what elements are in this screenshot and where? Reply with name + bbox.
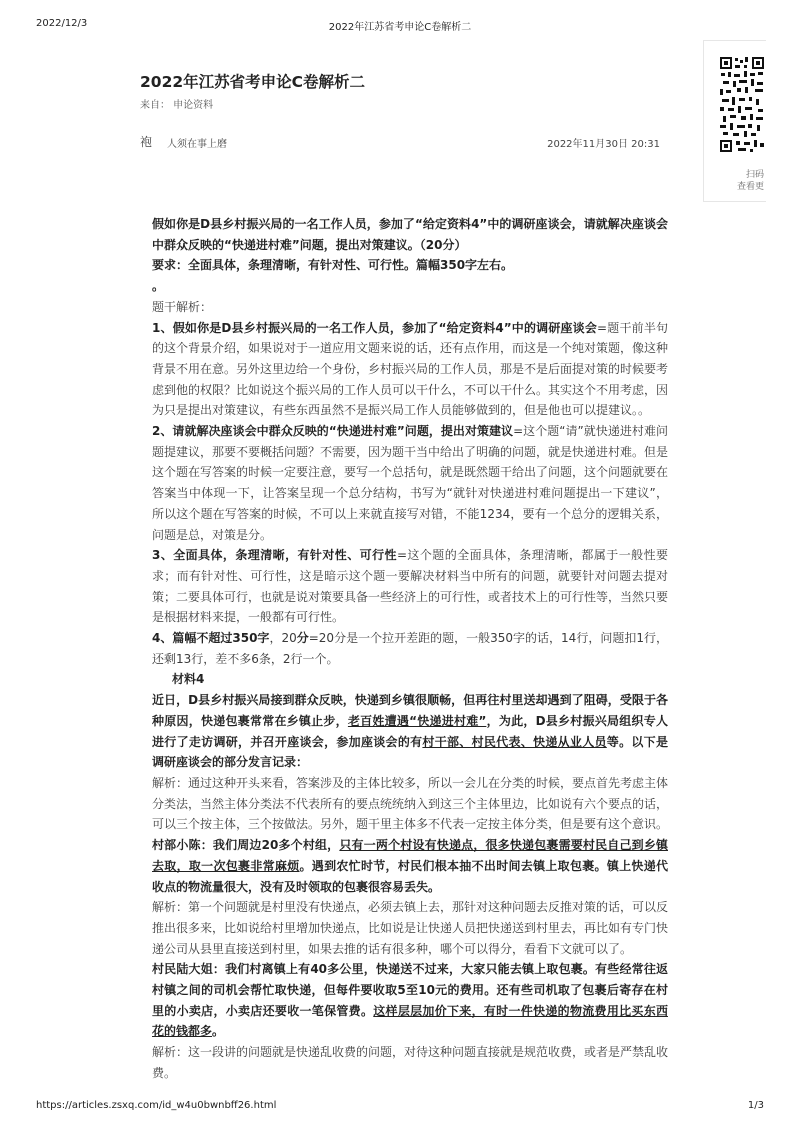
material-intro: [152, 690, 668, 773]
question-requirement: 要求：全面具体，条理清晰，有针对性、可行性。篇幅350字左右。: [152, 258, 514, 273]
analysis-point-3-text: =这个题的全面具体，条理清晰，都属于一般性要求；而有针对性、可行性，这是暗示这个题一要解决材料当中所有的问题，就要针对问题去提对策；二要具体可行，也就是说对策要具备一些经济上的可行性，或者技术上的可行性等，当然只要是根据材料来提，一般都有可行性。: [152, 548, 669, 625]
speech-1-underline: 只有一两个村设有快递点，很多快递包裹需要村民自己到乡镇去取，取一次包裹非常麻烦: [152, 838, 668, 873]
analysis-point-1-text: =题干前半句的这个背景介绍，如果说对于一道应用文题来说的话，还有点作用，而这是一个纯对策题，像这种背景不用在意。另外这里边给一个身份，乡村振兴局的工作人员，那是不是后面提对策的时候要考虑到他的权限？比如说这个振兴局的工作人员可以干什么，不可以干什么。其实这个不用考虑，因为只是提出对策建议，有些东西虽然不是振兴局工作人员能够做到的，但是他也可以提建议。。: [152, 320, 669, 418]
analysis-heading: 题干解析：: [152, 299, 213, 314]
qr-panel: [703, 40, 766, 202]
material-intro-underline: 老百姓遭遇“快递进村难”: [347, 713, 487, 728]
analysis-point-1: [152, 318, 668, 422]
print-title: 2022年江苏省考申论C卷解析二: [328, 22, 472, 33]
question-text: 假如你是D县乡村振兴局的一名工作人员，参加了“给定资料4”中的调研座谈会，请就解决座谈会中群众反映的“快递进村难”问题，提出对策建议。（20分）: [152, 217, 668, 252]
qr-caption-more: 查看更: [736, 182, 764, 192]
analysis-point-4: [152, 628, 668, 669]
qr-code-icon: [720, 57, 764, 152]
material-intro-c: 等。以下是调研座谈会的部分发言记录：: [152, 734, 668, 770]
analysis-speech-2: 解析：这一段讲的问题就是快递乱收费的问题，对待这种问题直接就是规范收费，或者是严禁乱收费。: [152, 1045, 669, 1080]
material-intro-underline-2: 村干部、村民代表、快递从业人员: [422, 734, 607, 749]
material-heading: 材料4: [172, 672, 205, 687]
author-avatar[interactable]: 袍: [140, 135, 153, 149]
article-body: [152, 214, 668, 1084]
speech-cun-bu-xiao-chen: [152, 835, 668, 897]
analysis-point-4-text: ，20: [269, 631, 297, 646]
speech-2-underline: 这样层层加价下来，有时一件快递的物流费用比买东西花的钱都多: [152, 1003, 668, 1039]
print-page-number: 1/3: [747, 1100, 764, 1111]
analysis-point-4-bold: 4、篇幅不超过350字: [152, 631, 270, 646]
speech-2-a: 村民陆大姐：我们村离镇上有40多公里，快递送不过来，大家只能去镇上取包裹。有些经常往返村镇之间的司机会帮忙取快递，但每件要收取5至10元的费用。还有些司机取了包裹后寄存在村里的小卖店，小卖店还要收一笔保管费。: [152, 962, 668, 1018]
author-name[interactable]: 人须在事上磨: [167, 139, 227, 150]
analysis-point-3: [152, 545, 668, 628]
analysis-speech-1: 解析：第一个问题就是村里没有快递点，必须去镇上去，那针对这种问题去反推对策的话，可以反推出很多来，比如说给村里增加快递点，比如说是让快递人员把快递送到村里去，再比如有专门快递公司从县里直接送到村里，如果去推的话有很多种，哪个可以得分，看看下文就可以了。: [152, 900, 669, 956]
article-title: 2022年江苏省考申论C卷解析二: [140, 73, 366, 91]
analysis-point-2: [152, 421, 668, 545]
material-intro-b: ，为此，D县乡村振兴局组织专人进行了走访调研，并召开座谈会，参加座谈会的有: [152, 713, 668, 749]
article-source: 来自： 申论资料: [140, 100, 214, 111]
analysis-point-2-bold: 2、请就解决座谈会中群众反映的“快递进村难”问题，提出对策建议: [152, 424, 514, 439]
dot-line: 。: [152, 279, 165, 294]
print-footer: [36, 1100, 764, 1114]
analysis-point-4-bold-score: 分: [296, 631, 309, 646]
print-date: 2022/12/3: [36, 18, 88, 29]
author-row: [140, 133, 660, 149]
publish-date: 2022年11月30日 20:31: [547, 139, 660, 150]
speech-lu-da-jie: [152, 959, 668, 1042]
speech-1-a: 村部小陈：我们周边20多个村组，: [152, 838, 340, 853]
print-header: [36, 18, 764, 32]
analysis-point-1-bold: 1、假如你是D县乡村振兴局的一名工作人员，参加了“给定资料4”中的调研座谈会: [152, 320, 598, 335]
print-url: https://articles.zsxq.com/id_w4u0bwnbff26.html: [36, 1100, 277, 1111]
qr-caption-scan: 扫码: [745, 170, 764, 180]
analysis-intro: 解析：通过这种开头来看，答案涉及的主体比较多，所以一会儿在分类的时候，要点首先考虑主体分类法，当然主体分类法不代表所有的要点统统纳入到这三个主体里边，比如说有六个要点的话，可以三个按主体，三个按做法。另外，题干里主体多不代表一定按主体分类，但是要有这个意识。: [152, 775, 669, 832]
analysis-point-3-bold: 3、全面具体，条理清晰，有针对性、可行性: [152, 548, 397, 563]
speech-1-b: 。遇到农忙时节，村民们根本抽不出时间去镇上取包裹。镇上快递代收点的物流量很大，没有及时领取的包裹很容易丢失。: [152, 858, 668, 894]
material-intro-a: 近日，D县乡村振兴局接到群众反映，快递到乡镇很顺畅，但再往村里送却遇到了阻碍，受限于各种原因，快递包裹常常在乡镇止步，: [152, 693, 668, 728]
analysis-point-4-text-2: =20分是一个拉开差距的题，一般350字的话，14行，问题扣1行，还剩13行，差不多6条，2行一个。: [152, 631, 668, 666]
analysis-point-2-text: =这个题“请”就快递进村难问题提建议，那要不要概括问题？不需要，因为题干当中给出了明确的问题，就是快递进村难。但是这个题在写答案的时候一定要注意，要写一个总括句，就是既然题干给出了问题，这个问题就要在答案当中体现一下，让答案呈现一个总分结构，书写为“就针对快递进村难问题提出一下建议”，所以这个题在写答案的时候，不可以上来就直接写对错，不能1234，要有一个总分的逻辑关系，问题是总，对策是分。: [152, 424, 669, 542]
speech-2-b: 。: [212, 1024, 225, 1039]
